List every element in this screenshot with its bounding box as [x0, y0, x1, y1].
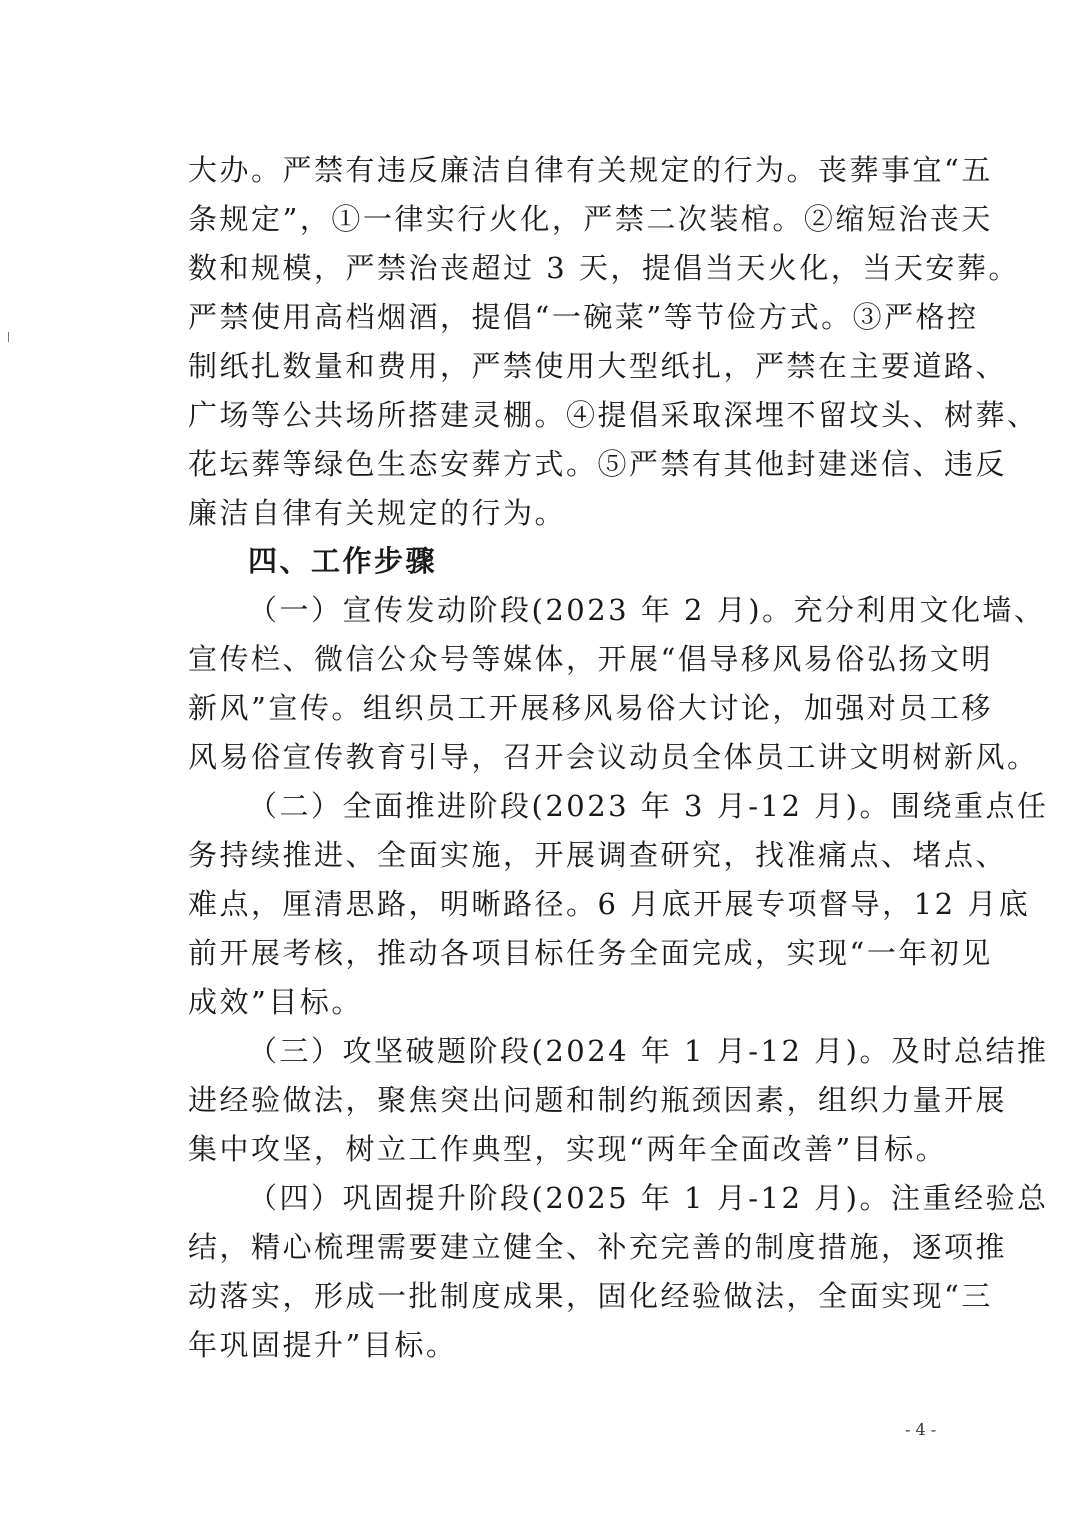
stage4-line: （四）巩固提升阶段(2025 年 1 月-12 月)。注重经验总 — [248, 1181, 1049, 1215]
stage1-line: 风易俗宣传教育引导，召开会议动员全体员工讲文明树新风。 — [188, 740, 1039, 774]
stage4-line: 结，精心梳理需要建立健全、补充完善的制度措施，逐项推 — [188, 1230, 1008, 1264]
stage2-line: 前开展考核，推动各项目标任务全面完成，实现“一年初见 — [188, 936, 993, 970]
paragraph-line: 大办。严禁有违反廉洁自律有关规定的行为。丧葬事宜“五 — [188, 153, 993, 187]
paragraph-line: 广场等公共场所搭建灵棚。④提倡采取深埋不留坟头、树葬、 — [188, 398, 1039, 432]
stage2-line: 难点，厘清思路，明晰路径。6 月底开展专项督导，12 月底 — [188, 887, 1031, 921]
margin-mark — [8, 332, 9, 342]
stage1-line: （一）宣传发动阶段(2023 年 2 月)。充分利用文化墙、 — [248, 593, 1046, 627]
page-number: - 4 - — [905, 1420, 937, 1439]
stage2-line: （二）全面推进阶段(2023 年 3 月-12 月)。围绕重点任 — [248, 789, 1049, 823]
paragraph-line: 数和规模，严禁治丧超过 3 天，提倡当天火化，当天安葬。 — [188, 251, 1020, 285]
paragraph-line: 条规定”，①一律实行火化，严禁二次装棺。②缩短治丧天 — [188, 202, 993, 236]
stage3-line: （三）攻坚破题阶段(2024 年 1 月-12 月)。及时总结推 — [248, 1034, 1049, 1068]
stage3-line: 集中攻坚，树立工作典型，实现“两年全面改善”目标。 — [188, 1132, 948, 1166]
stage4-line: 动落实，形成一批制度成果，固化经验做法，全面实现“三 — [188, 1279, 993, 1313]
stage2-line: 务持续推进、全面实施，开展调查研究，找准痛点、堵点、 — [188, 838, 1008, 872]
paragraph-line: 花坛葬等绿色生态安葬方式。⑤严禁有其他封建迷信、违反 — [188, 447, 1008, 481]
section-heading: 四、工作步骤 — [248, 544, 438, 578]
stage3-line: 进经验做法，聚焦突出问题和制约瓶颈因素，组织力量开展 — [188, 1083, 1008, 1117]
stage1-line: 宣传栏、微信公众号等媒体，开展“倡导移风易俗弘扬文明 — [188, 642, 993, 676]
stage2-line: 成效”目标。 — [188, 985, 363, 1019]
paragraph-line: 廉洁自律有关规定的行为。 — [188, 496, 567, 530]
paragraph-line: 制纸扎数量和费用，严禁使用大型纸扎，严禁在主要道路、 — [188, 349, 1008, 383]
paragraph-line: 严禁使用高档烟酒，提倡“一碗菜”等节俭方式。③严格控 — [188, 300, 979, 334]
stage4-line: 年巩固提升”目标。 — [188, 1328, 458, 1362]
stage1-line: 新风”宣传。组织员工开展移风易俗大讨论，加强对员工移 — [188, 691, 993, 725]
